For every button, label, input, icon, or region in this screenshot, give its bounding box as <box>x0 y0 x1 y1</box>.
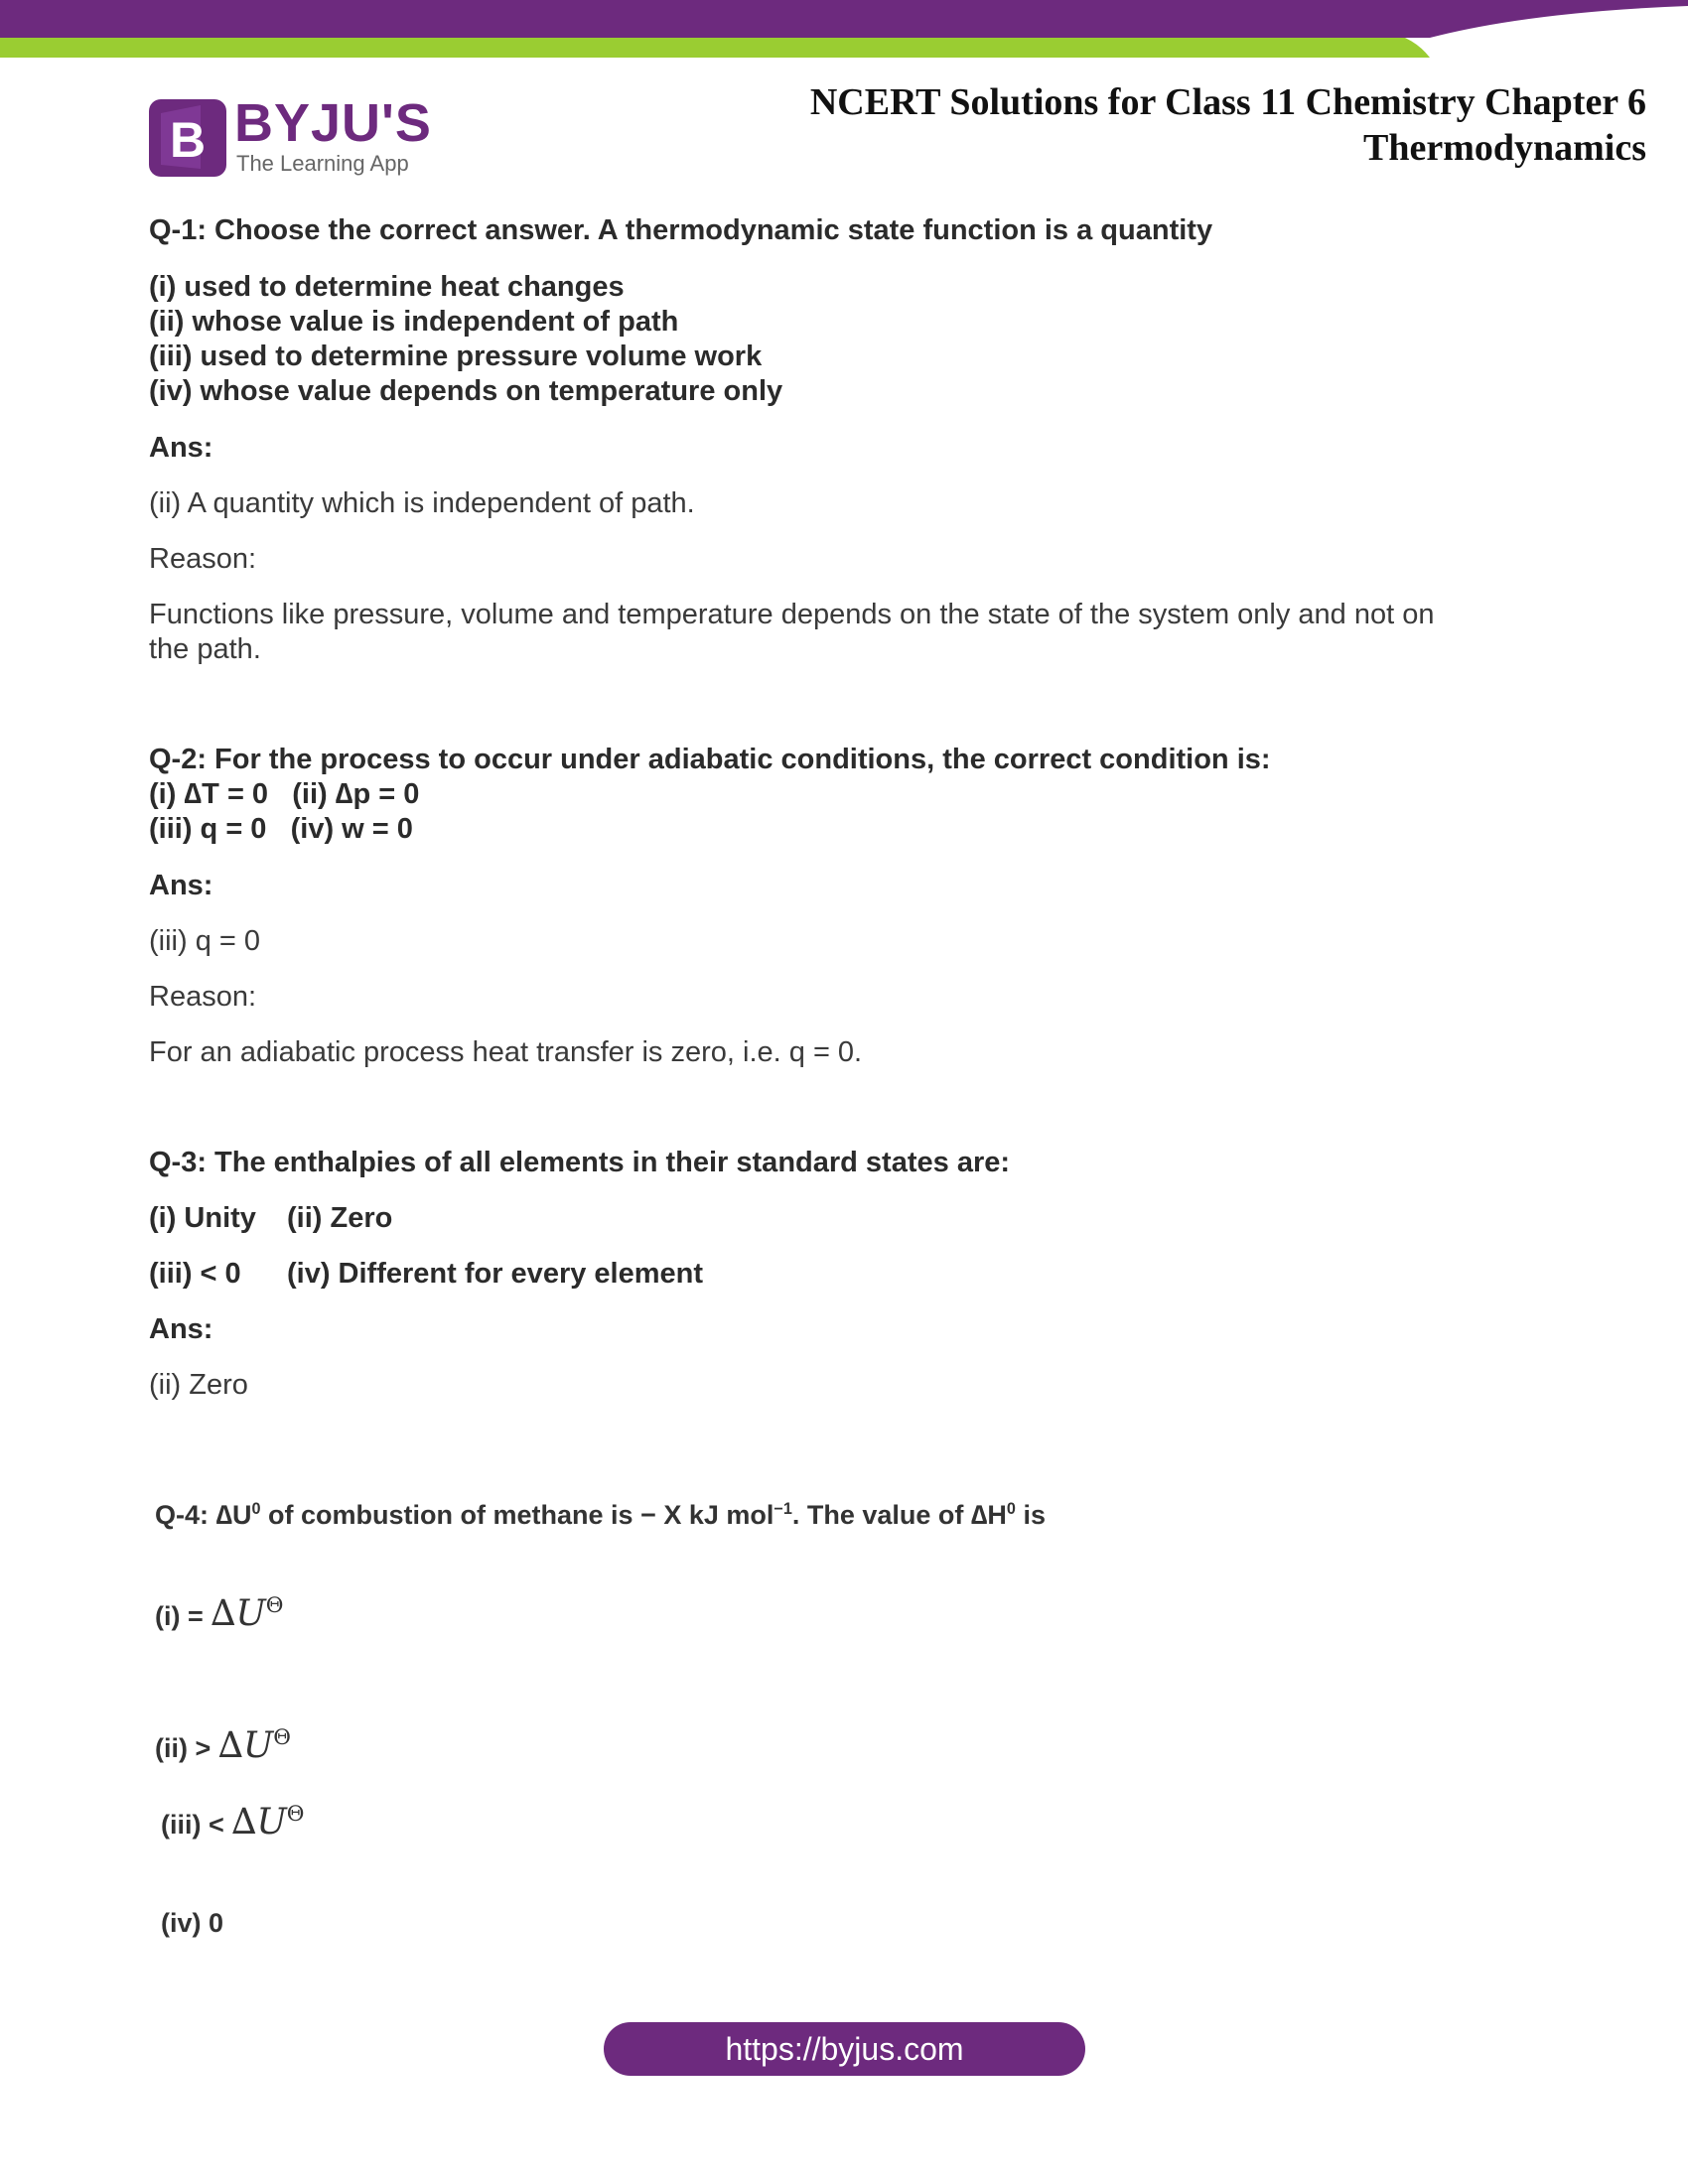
q4-question-mid: of combustion of methane is − X kJ mol <box>260 1500 774 1530</box>
page-title-line2: Thermodynamics <box>1363 127 1646 169</box>
q4-question <box>155 1492 1046 1533</box>
q4-option-2-math <box>218 1725 291 1766</box>
q4-option-1 <box>155 1588 283 1634</box>
page-title-line1: NCERT Solutions for Class 11 Chemistry Chapter 6 <box>809 81 1646 123</box>
logo-tagline: The Learning App <box>236 151 409 176</box>
q4-question-suffix: is <box>1015 1500 1046 1530</box>
q3-ans-label: Ans: <box>149 1313 213 1345</box>
q4-option-3 <box>161 1797 304 1843</box>
q3-answer: (ii) Zero <box>149 1369 248 1401</box>
q4-question-prefix: Q-4: ∆U <box>155 1500 252 1530</box>
q1-ans-label: Ans: <box>149 432 213 464</box>
theta-symbol: Θ <box>265 1593 284 1618</box>
q4-question-mid2: . The value of ∆H <box>791 1500 1007 1530</box>
q1-answer: (ii) A quantity which is independent of path. <box>149 487 695 519</box>
u-symbol: U <box>242 1725 274 1766</box>
q1-option-4: (iv) whose value depends on temperature only <box>149 375 783 407</box>
byjus-logo-mark <box>149 99 226 177</box>
logo-name: BYJU'S <box>234 93 432 153</box>
q2-options-line2: (iii) q = 0 (iv) w = 0 <box>149 813 413 845</box>
q4-option-3-label: (iii) < <box>161 1810 224 1840</box>
q1-option-1: (i) used to determine heat changes <box>149 271 625 303</box>
q1-option-3: (iii) used to determine pressure volume work <box>149 341 763 372</box>
q4-option-2 <box>155 1720 291 1766</box>
logo-letter: B <box>169 112 207 168</box>
q3-question: Q-3: The enthalpies of all elements in their standard states are: <box>149 1147 1011 1178</box>
byjus-logo <box>149 93 437 181</box>
u-symbol: U <box>235 1593 266 1634</box>
q4-option-1-math <box>211 1593 283 1634</box>
q3-option-3: (iii) < 0 <box>149 1258 241 1290</box>
delta-symbol: ∆ <box>217 1725 243 1766</box>
delta-symbol: ∆ <box>231 1802 257 1843</box>
q4-option-2-label: (ii) > <box>155 1733 211 1763</box>
q1-reason-label: Reason: <box>149 543 257 575</box>
q1-option-2: (ii) whose value is independent of path <box>149 306 679 338</box>
theta-symbol: Θ <box>286 1802 305 1827</box>
q4-question-sup3: 0 <box>1006 1500 1016 1518</box>
q1-reason-line2: the path. <box>149 633 261 665</box>
q1-question: Q-1: Choose the correct answer. A thermodynamic state function is a quantity <box>149 214 1213 246</box>
q4-question-sup1: 0 <box>251 1500 261 1518</box>
q3-option-4: (iv) Different for every element <box>287 1258 704 1290</box>
page-title <box>810 79 1646 171</box>
q2-options-line1: (i) ∆T = 0 (ii) ∆p = 0 <box>149 778 420 810</box>
q2-question: Q-2: For the process to occur under adiabatic conditions, the correct condition is: <box>149 744 1271 775</box>
q1-reason-line1: Functions like pressure, volume and temperature depends on the state of the system only and not on <box>149 599 1435 630</box>
top-banner <box>0 0 1688 60</box>
delta-symbol: ∆ <box>211 1593 236 1634</box>
q4-question-sup2: −1 <box>774 1500 792 1518</box>
q3-option-1: (i) Unity <box>149 1202 256 1234</box>
q2-reason: For an adiabatic process heat transfer is zero, i.e. q = 0. <box>149 1036 863 1068</box>
u-symbol: U <box>256 1802 287 1843</box>
q4-option-3-math <box>231 1802 304 1843</box>
q3-option-2: (ii) Zero <box>287 1202 393 1234</box>
theta-symbol: Θ <box>273 1725 291 1750</box>
q2-ans-label: Ans: <box>149 870 213 901</box>
q2-reason-label: Reason: <box>149 981 257 1013</box>
q4-option-4: (iv) 0 <box>161 1908 224 1938</box>
footer-url-link[interactable]: https://byjus.com <box>604 2022 1085 2076</box>
q4-option-1-label: (i) = <box>155 1601 204 1631</box>
q2-answer: (iii) q = 0 <box>149 925 261 957</box>
top-purple-stripe <box>0 0 1688 38</box>
